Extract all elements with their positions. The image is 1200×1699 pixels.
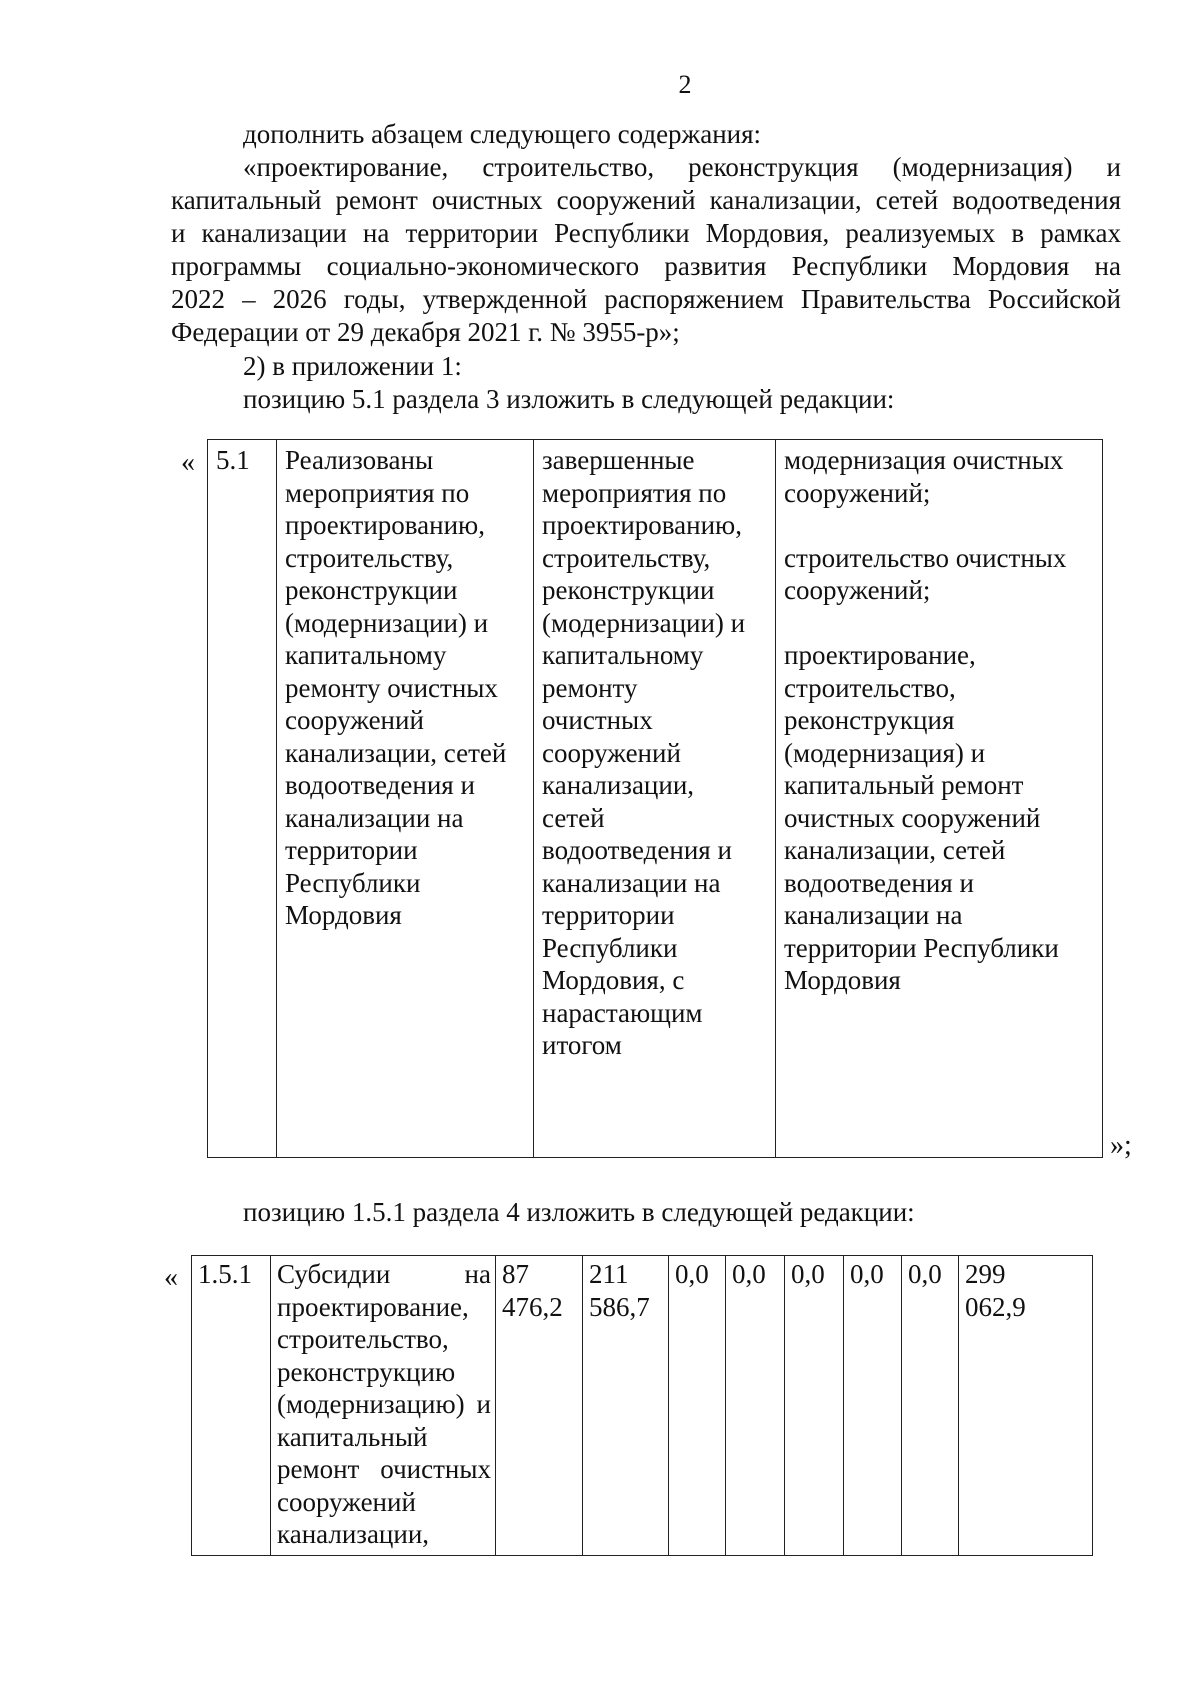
table-row [192,1256,1093,1556]
table-1-close-quote: »; [1110,1130,1132,1161]
position-1-5-1-intro: позицию 1.5.1 раздела 4 изложить в следующей редакции: [243,1197,915,1227]
indicator-cell: завершенные мероприятия по проектированию, строительству, реконструкции (модернизации) и капитальному ремонту очистных сооружений канализации, сетей водоотведения и канализации на территории Республики Мордовия, с нарастающим итогом [534,440,776,1158]
total-value-cell: 299 062,9 [959,1256,1093,1556]
table-1-open-quote: « [181,447,195,478]
paragraph-line-4: программы социально-экономического развития Республики Мордовия на [171,251,1121,281]
table-2-open-quote: « [164,1262,178,1293]
item-2-heading: 2) в приложении 1: [243,351,462,381]
table-row [208,440,1103,1158]
value-cell: 0,0 [726,1256,785,1556]
position-5-1-intro: позицию 5.1 раздела 3 изложить в следующей редакции: [243,384,895,414]
result-cell: Реализованы мероприятия по проектированию, строительству, реконструкции (модернизации) и капитальному ремонту очистных сооружений канализации, сетей водоотведения и канализации на территории Республики Мордовия [277,440,534,1158]
value-cell: 0,0 [669,1256,726,1556]
value-cell: 87 476,2 [496,1256,583,1556]
paragraph-last-line: Федерации от 29 декабря 2021 г. № 3955-р»; [171,317,680,347]
page-number: 2 [678,70,692,99]
paragraph-line-1: «проектирование, строительство, реконструкция (модернизация) и [243,152,1121,182]
subsidy-name-cell: Субсидии на проектирование, строительство, реконструкцию (модернизацию) и капитальный ремонт очистных сооружений канализации, [271,1256,496,1556]
paragraph-line-2: капитальный ремонт очистных сооружений канализации, сетей водоотведения [171,185,1121,215]
value-cell: 0,0 [902,1256,959,1556]
value-cell: 211 586,7 [583,1256,669,1556]
row-number-cell: 5.1 [208,440,277,1158]
table-position-1-5-1 [191,1255,1093,1556]
paragraph-line-5: 2022 – 2026 годы, утвержденной распоряжением Правительства Российской [171,284,1121,314]
paragraph-intro: дополнить абзацем следующего содержания: [243,119,762,149]
value-cell: 0,0 [785,1256,844,1556]
table-position-5-1 [207,439,1103,1158]
paragraph-line-3: и канализации на территории Республики Мордовия, реализуемых в рамках [171,218,1121,248]
row-number-cell: 1.5.1 [192,1256,271,1556]
objects-cell: модернизация очистных сооружений; строительство очистных сооружений; проектирование, строительство, реконструкция (модернизация) и капитальный ремонт очистных сооружений канализации, сетей водоотведения и канализации на территории Республики Мордовия [776,440,1103,1158]
value-cell: 0,0 [844,1256,902,1556]
